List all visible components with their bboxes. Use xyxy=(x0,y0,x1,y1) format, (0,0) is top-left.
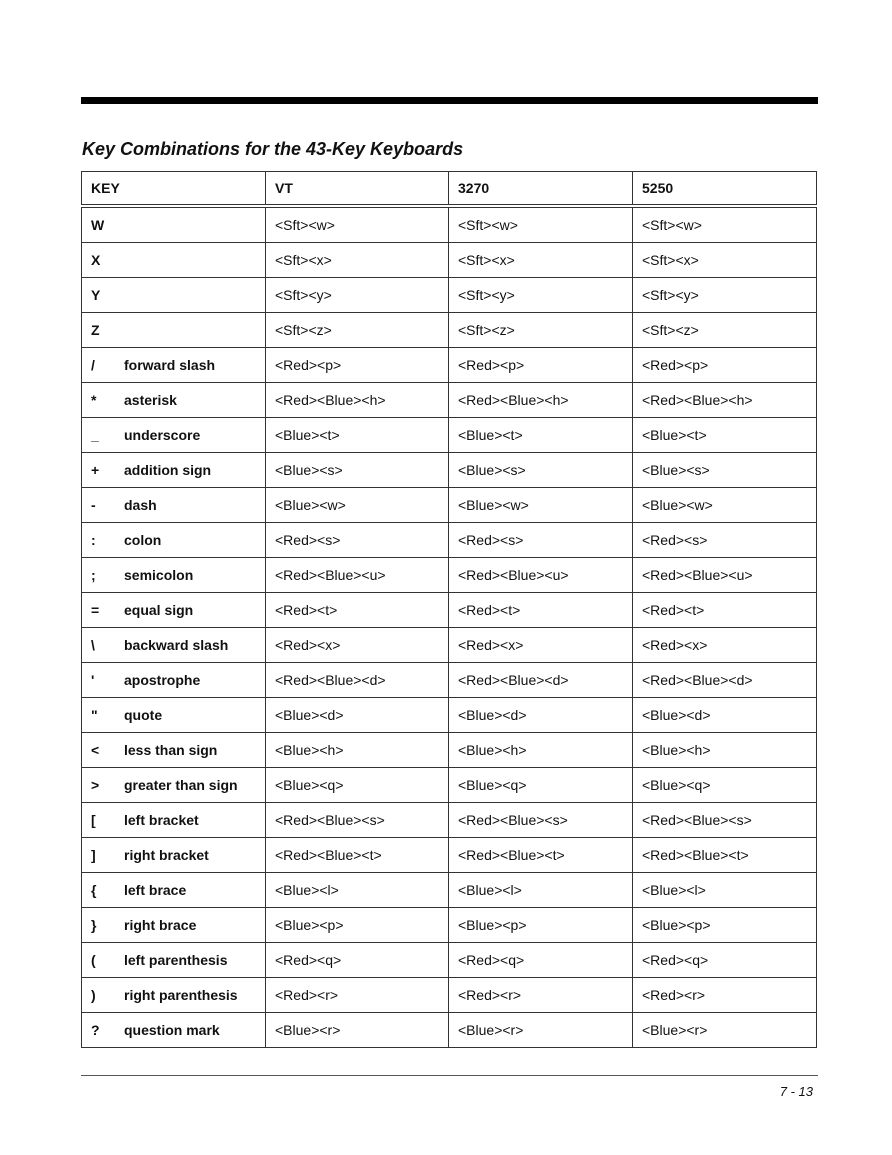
vt-cell: <Sft><y> xyxy=(266,278,449,313)
key-label: colon xyxy=(124,532,162,548)
key-cell xyxy=(82,943,266,978)
vt-cell: <Red><p> xyxy=(266,348,449,383)
key-symbol: \ xyxy=(91,637,95,653)
key-cell xyxy=(82,348,266,383)
key-symbol: [ xyxy=(91,812,96,828)
key-cell xyxy=(82,383,266,418)
key-cell xyxy=(82,558,266,593)
cell-3270: <Red><x> xyxy=(449,628,633,663)
key-cell xyxy=(82,206,266,243)
table-row xyxy=(82,663,817,698)
table-row xyxy=(82,313,817,348)
table-row xyxy=(82,523,817,558)
vt-cell: <Sft><w> xyxy=(266,206,449,243)
table-row xyxy=(82,628,817,663)
key-cell xyxy=(82,978,266,1013)
table-row xyxy=(82,348,817,383)
cell-3270: <Red><p> xyxy=(449,348,633,383)
cell-5250: <Red><q> xyxy=(633,943,817,978)
vt-cell: <Red><x> xyxy=(266,628,449,663)
vt-cell: <Blue><s> xyxy=(266,453,449,488)
key-cell xyxy=(82,523,266,558)
table-row xyxy=(82,593,817,628)
key-symbol: W xyxy=(91,217,105,233)
key-label: greater than sign xyxy=(124,777,238,793)
key-symbol: > xyxy=(91,777,100,793)
table-row xyxy=(82,383,817,418)
cell-3270: <Red><Blue><s> xyxy=(449,803,633,838)
key-cell xyxy=(82,313,266,348)
vt-cell: <Red><Blue><s> xyxy=(266,803,449,838)
key-symbol: - xyxy=(91,497,96,513)
cell-5250: <Sft><w> xyxy=(633,206,817,243)
table-row xyxy=(82,453,817,488)
table-row xyxy=(82,838,817,873)
key-label: left brace xyxy=(124,882,187,898)
cell-5250: <Sft><x> xyxy=(633,243,817,278)
table-row xyxy=(82,803,817,838)
cell-3270: <Red><Blue><h> xyxy=(449,383,633,418)
cell-3270: <Blue><p> xyxy=(449,908,633,943)
cell-3270: <Red><r> xyxy=(449,978,633,1013)
cell-3270: <Red><s> xyxy=(449,523,633,558)
cell-5250: <Red><Blue><u> xyxy=(633,558,817,593)
cell-3270: <Sft><z> xyxy=(449,313,633,348)
cell-3270: <Blue><t> xyxy=(449,418,633,453)
table-row xyxy=(82,206,817,243)
key-label: right brace xyxy=(124,917,197,933)
header-5250: 5250 xyxy=(633,172,817,207)
cell-5250: <Red><r> xyxy=(633,978,817,1013)
key-combinations-table xyxy=(81,171,817,1048)
key-label: less than sign xyxy=(124,742,218,758)
cell-3270: <Red><q> xyxy=(449,943,633,978)
header-vt: VT xyxy=(266,172,449,207)
key-label: quote xyxy=(124,707,163,723)
table-row xyxy=(82,943,817,978)
table-row xyxy=(82,243,817,278)
table-row xyxy=(82,558,817,593)
key-symbol: Y xyxy=(91,287,101,303)
vt-cell: <Blue><d> xyxy=(266,698,449,733)
key-cell xyxy=(82,838,266,873)
cell-5250: <Red><Blue><s> xyxy=(633,803,817,838)
cell-5250: <Blue><s> xyxy=(633,453,817,488)
table-row xyxy=(82,418,817,453)
top-rule xyxy=(81,97,818,104)
key-symbol: X xyxy=(91,252,101,268)
table-body xyxy=(82,206,817,1048)
key-symbol: ' xyxy=(91,672,95,688)
vt-cell: <Blue><t> xyxy=(266,418,449,453)
cell-5250: <Blue><w> xyxy=(633,488,817,523)
cell-5250: <Red><Blue><h> xyxy=(633,383,817,418)
page-number: 7 - 13 xyxy=(779,1084,813,1099)
vt-cell: <Blue><l> xyxy=(266,873,449,908)
cell-5250: <Blue><r> xyxy=(633,1013,817,1048)
key-symbol: { xyxy=(91,882,97,898)
cell-5250: <Red><s> xyxy=(633,523,817,558)
cell-3270: <Sft><y> xyxy=(449,278,633,313)
key-cell xyxy=(82,593,266,628)
cell-3270: <Sft><x> xyxy=(449,243,633,278)
table-header xyxy=(82,172,817,207)
key-symbol: } xyxy=(91,917,97,933)
header-row xyxy=(82,172,817,207)
cell-3270: <Blue><s> xyxy=(449,453,633,488)
key-label: equal sign xyxy=(124,602,194,618)
key-cell xyxy=(82,488,266,523)
key-cell xyxy=(82,1013,266,1048)
table-row xyxy=(82,733,817,768)
key-label: underscore xyxy=(124,427,201,443)
key-cell xyxy=(82,873,266,908)
cell-3270: <Blue><q> xyxy=(449,768,633,803)
vt-cell: <Blue><w> xyxy=(266,488,449,523)
key-cell xyxy=(82,768,266,803)
vt-cell: <Blue><h> xyxy=(266,733,449,768)
cell-5250: <Blue><p> xyxy=(633,908,817,943)
key-cell xyxy=(82,453,266,488)
key-cell xyxy=(82,733,266,768)
vt-cell: <Blue><r> xyxy=(266,1013,449,1048)
key-label: question mark xyxy=(124,1022,220,1038)
key-cell xyxy=(82,908,266,943)
header-key: KEY xyxy=(82,172,266,207)
cell-5250: <Red><Blue><t> xyxy=(633,838,817,873)
key-cell xyxy=(82,663,266,698)
key-cell xyxy=(82,243,266,278)
key-symbol: Z xyxy=(91,322,100,338)
cell-3270: <Blue><l> xyxy=(449,873,633,908)
cell-5250: <Blue><d> xyxy=(633,698,817,733)
vt-cell: <Blue><q> xyxy=(266,768,449,803)
key-symbol: " xyxy=(91,707,98,723)
bottom-rule xyxy=(81,1075,818,1076)
key-symbol: ? xyxy=(91,1022,100,1038)
key-label: dash xyxy=(124,497,157,513)
cell-3270: <Blue><d> xyxy=(449,698,633,733)
cell-3270: <Blue><h> xyxy=(449,733,633,768)
key-label: left bracket xyxy=(124,812,199,828)
table-row xyxy=(82,488,817,523)
vt-cell: <Red><Blue><d> xyxy=(266,663,449,698)
cell-3270: <Red><t> xyxy=(449,593,633,628)
cell-3270: <Blue><w> xyxy=(449,488,633,523)
key-label: asterisk xyxy=(124,392,177,408)
key-symbol: : xyxy=(91,532,96,548)
cell-5250: <Red><x> xyxy=(633,628,817,663)
key-cell xyxy=(82,628,266,663)
cell-5250: <Red><p> xyxy=(633,348,817,383)
vt-cell: <Red><Blue><u> xyxy=(266,558,449,593)
key-label: right parenthesis xyxy=(124,987,238,1003)
table-row xyxy=(82,873,817,908)
cell-5250: <Red><t> xyxy=(633,593,817,628)
cell-5250: <Blue><l> xyxy=(633,873,817,908)
key-symbol: * xyxy=(91,392,97,408)
vt-cell: <Red><r> xyxy=(266,978,449,1013)
cell-5250: <Blue><t> xyxy=(633,418,817,453)
key-cell xyxy=(82,278,266,313)
key-cell xyxy=(82,418,266,453)
table-row xyxy=(82,768,817,803)
cell-3270: <Red><Blue><d> xyxy=(449,663,633,698)
vt-cell: <Red><q> xyxy=(266,943,449,978)
cell-5250: <Blue><q> xyxy=(633,768,817,803)
cell-5250: <Red><Blue><d> xyxy=(633,663,817,698)
cell-3270: <Blue><r> xyxy=(449,1013,633,1048)
key-symbol: / xyxy=(91,357,95,373)
header-3270: 3270 xyxy=(449,172,633,207)
page-title: Key Combinations for the 43-Key Keyboards xyxy=(82,139,464,159)
cell-5250: <Blue><h> xyxy=(633,733,817,768)
key-label: addition sign xyxy=(124,462,212,478)
key-symbol: _ xyxy=(91,427,99,443)
key-label: backward slash xyxy=(124,637,229,653)
table-row xyxy=(82,1013,817,1048)
table-row xyxy=(82,908,817,943)
key-label: forward slash xyxy=(124,357,216,373)
key-label: left parenthesis xyxy=(124,952,228,968)
key-symbol: ] xyxy=(91,847,96,863)
vt-cell: <Sft><z> xyxy=(266,313,449,348)
key-symbol: < xyxy=(91,742,100,758)
vt-cell: <Red><t> xyxy=(266,593,449,628)
table-row xyxy=(82,698,817,733)
key-label: apostrophe xyxy=(124,672,201,688)
table-row xyxy=(82,978,817,1013)
key-label: semicolon xyxy=(124,567,194,583)
key-symbol: ( xyxy=(91,952,96,968)
vt-cell: <Blue><p> xyxy=(266,908,449,943)
key-symbol: ; xyxy=(91,567,96,583)
table-row xyxy=(82,278,817,313)
key-label: right bracket xyxy=(124,847,209,863)
cell-3270: <Red><Blue><t> xyxy=(449,838,633,873)
cell-5250: <Sft><z> xyxy=(633,313,817,348)
vt-cell: <Red><s> xyxy=(266,523,449,558)
key-cell xyxy=(82,803,266,838)
vt-cell: <Red><Blue><h> xyxy=(266,383,449,418)
cell-3270: <Sft><w> xyxy=(449,206,633,243)
key-symbol: = xyxy=(91,602,100,618)
key-symbol: ) xyxy=(91,987,96,1003)
vt-cell: <Red><Blue><t> xyxy=(266,838,449,873)
key-symbol: + xyxy=(91,462,100,478)
key-cell xyxy=(82,698,266,733)
cell-3270: <Red><Blue><u> xyxy=(449,558,633,593)
cell-5250: <Sft><y> xyxy=(633,278,817,313)
vt-cell: <Sft><x> xyxy=(266,243,449,278)
